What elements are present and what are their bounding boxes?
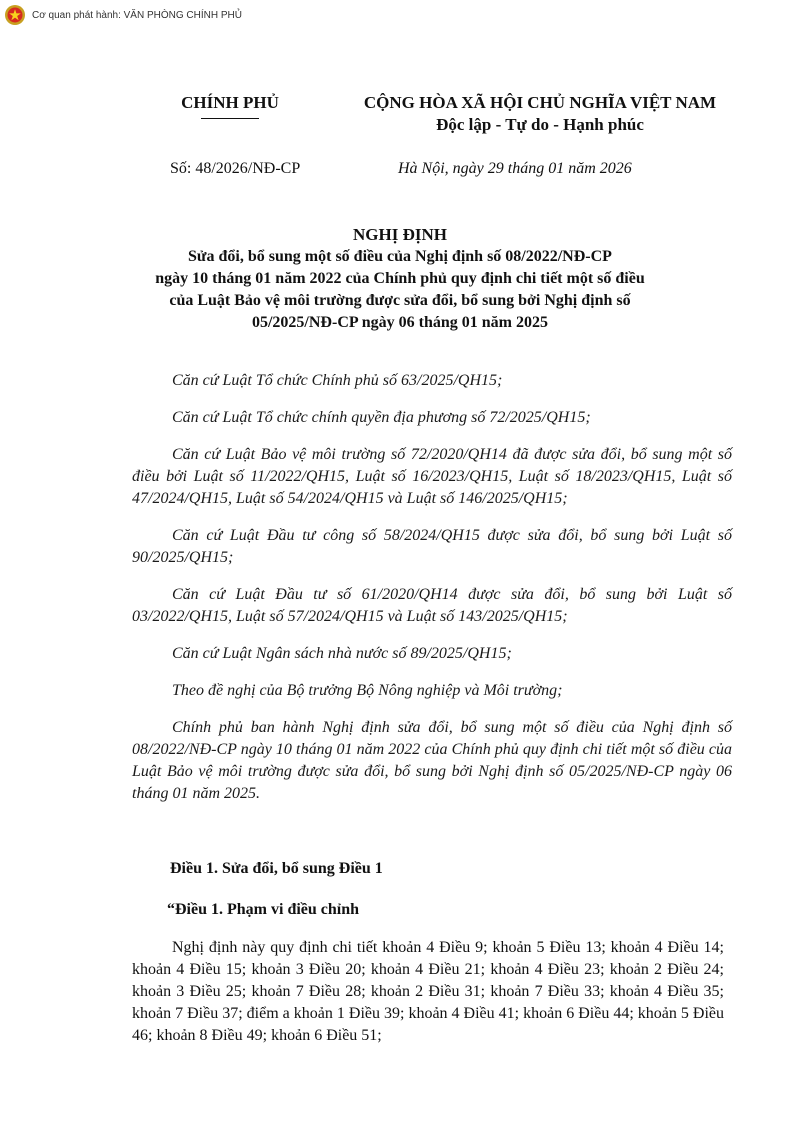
- basis-paragraph: Căn cứ Luật Đầu tư công số 58/2024/QH15 được sửa đổi, bổ sung bởi Luật số 90/2025/QH15;: [132, 527, 732, 566]
- issuer-name: CHÍNH PHỦ: [181, 93, 279, 112]
- issuer-underline: [201, 118, 259, 119]
- basis-paragraph: Căn cứ Luật Bảo vệ môi trường số 72/2020/QH14 đã được sửa đổi, bổ sung một số điều bởi Luật số 11/2022/QH15, Luật số 16/2023/QH15, Luật số 18/2023/QH15, Luật số 47/2024/QH15, Luật số 54/2024/QH15 và Luật số 146/2025/QH15;: [132, 446, 732, 507]
- title-summary-line: 05/2025/NĐ-CP ngày 06 tháng 01 năm 2025: [251, 314, 549, 331]
- place-date: Hà Nội, ngày 29 tháng 01 năm 2026: [398, 160, 632, 177]
- promulgation-paragraph: Chính phủ ban hành Nghị định sửa đổi, bổ sung một số điều của Nghị định số 08/2022/NĐ-CP ngày 10 tháng 01 năm 2022 của Chính phủ quy định chi tiết một số điều của Luật Bảo vệ môi trường được sửa đổi, bổ sung bởi Nghị định số 05/2025/NĐ-CP ngày 06 tháng 01 năm 2025.: [132, 719, 732, 802]
- national-title: CỘNG HÒA XÃ HỘI CHỦ NGHĨA VIỆT NAM: [363, 93, 717, 112]
- basis-paragraph: Căn cứ Luật Đầu tư số 61/2020/QH14 được sửa đổi, bổ sung bởi Luật số 03/2022/QH15, Luật số 57/2024/QH15 và Luật số 143/2025/QH15;: [132, 586, 732, 625]
- state-emblem-icon: [4, 4, 26, 26]
- title-summary-line: Sửa đổi, bổ sung một số điều của Nghị định số 08/2022/NĐ-CP: [188, 248, 612, 265]
- article-1-heading: Điều 1. Sửa đổi, bổ sung Điều 1: [170, 860, 383, 877]
- issuer-bar: [4, 4, 242, 26]
- article-1-paragraph: Nghị định này quy định chi tiết khoản 4 Điều 9; khoản 5 Điều 13; khoản 4 Điều 14; khoản 4 Điều 15; khoản 3 Điều 20; khoản 4 Điều 21; khoản 4 Điều 23; khoản 2 Điều 24; khoản 3 Điều 25; khoản 7 Điều 28; khoản 2 Điều 31; khoản 7 Điều 33; khoản 4 Điều 35; khoản 7 Điều 37; điểm a khoản 1 Điều 39; khoản 4 Điều 41; khoản 6 Điều 44; khoản 5 Điều 46; khoản 8 Điều 49; khoản 6 Điều 51;: [132, 939, 724, 1044]
- basis-paragraph: Căn cứ Luật Ngân sách nhà nước số 89/2025/QH15;: [172, 645, 512, 662]
- legal-basis: [132, 370, 732, 820]
- title-summary-line: của Luật Bảo vệ môi trường được sửa đổi, bổ sung bởi Nghị định số: [169, 292, 631, 309]
- basis-paragraph: Theo đề nghị của Bộ trưởng Bộ Nông nghiệp và Môi trường;: [172, 682, 563, 699]
- title-summary-line: ngày 10 tháng 01 năm 2022 của Chính phủ quy định chi tiết một số điều: [155, 270, 645, 287]
- basis-paragraph: Căn cứ Luật Tổ chức chính quyền địa phương số 72/2025/QH15;: [172, 409, 591, 426]
- document-title: [120, 224, 680, 334]
- national-title-block: [340, 92, 740, 136]
- document-number: Số: 48/2026/NĐ-CP: [170, 160, 301, 177]
- issuer-block: [170, 92, 290, 119]
- basis-paragraph: Căn cứ Luật Tổ chức Chính phủ số 63/2025/QH15;: [172, 372, 503, 389]
- national-motto: Độc lập - Tự do - Hạnh phúc: [436, 115, 644, 134]
- document-type: NGHỊ ĐỊNH: [353, 225, 447, 244]
- article-1-quoted-heading: “Điều 1. Phạm vi điều chỉnh: [167, 901, 360, 918]
- issuer-text: Cơ quan phát hành: VĂN PHÒNG CHÍNH PHỦ: [32, 9, 242, 21]
